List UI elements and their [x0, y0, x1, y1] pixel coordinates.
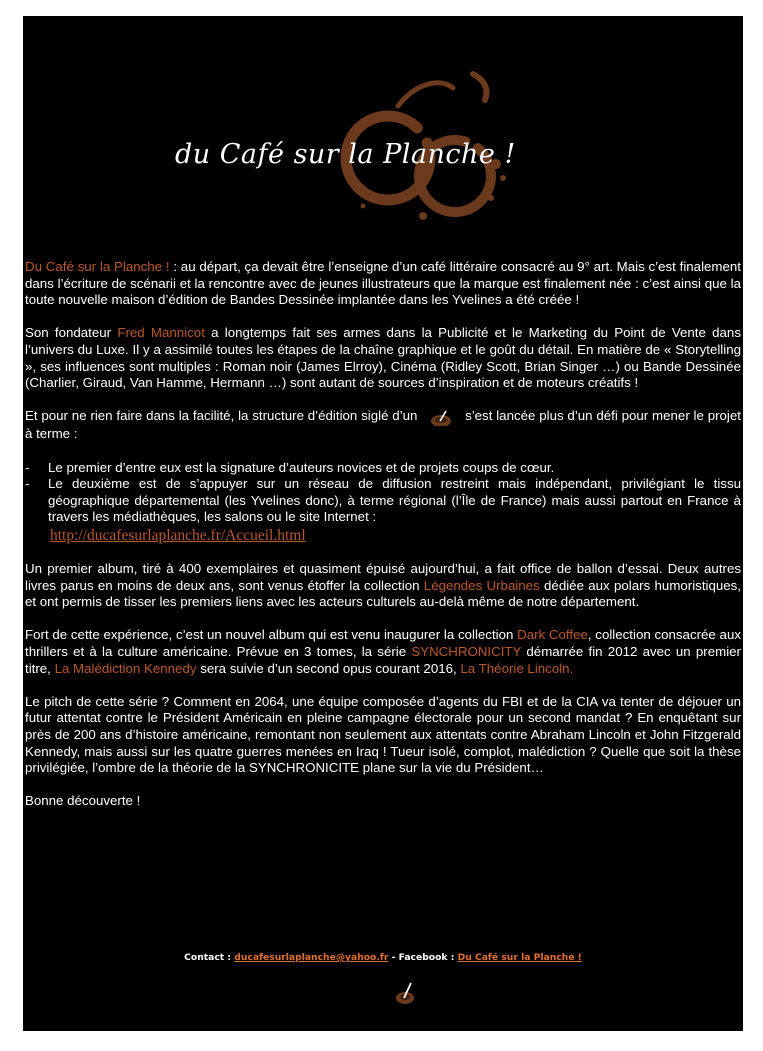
list-item: - Le premier d’entre eux est la signature d’auteurs novices et de projets coups de cœur.: [25, 459, 555, 475]
album-paragraph: Un premier album, tiré à 400 exemplaires et quasiment épuisé aujourd’hui, a fait office de ballon d’essai. Deux autres livres parus en moins de deux ans, sont venus étoffer la collection Légendes Urbaines dédiée aux polars humoristiques, et ont permis de tisser les premiers liens avec les acteurs culturels au-delà même de notre département.: [25, 561, 741, 610]
coffee-cup-icon: [394, 979, 418, 1005]
email-link[interactable]: ducafesurlaplanche@yahoo.fr: [234, 952, 389, 963]
article-body: [25, 259, 741, 827]
closing-line: Bonne découverte !: [25, 793, 141, 809]
title-theorie-lincoln: La Théorie Lincoln.: [460, 660, 574, 676]
founder-paragraph: Son fondateur Fred Mannicot a longtemps fait ses armes dans la Publicité et le Marketing du Point de Vente dans l’univers du Luxe. Il y a assimilé toutes les étapes de la chaîne graphique et le goût du détail. En matière de « Storytelling », ses influences sont multiples : Roman noir (James Elrroy), Cinéma (Ridley Scott, Brian Singer …) ou Bande Dessinée (Charlier, Giraud, Van Hamme, Hermann …) sont autant de sources d’inspiration et de moteurs créatifs !: [25, 325, 741, 391]
series-synchronicity: SYNCHRONICITY: [411, 644, 522, 660]
structure-paragraph: Et pour ne rien faire dans la facilité, la structure d’édition siglé d’un s’est lancée plus d’un défi pour mener le projet à terme :: [25, 408, 741, 442]
pitch-paragraph: Le pitch de cette série ? Comment en 2064, une équipe composée d’agents du FBI et de la CIA va tenter de déjouer un futur attentat contre le Président Américain en pleine campagne électorale pour un second mandat ? En enquêtant sur près de 200 ans d’histoire américaine, remontant non seulement aux attentats contre Abraham Lincoln et John Fitzgerald Kennedy, mais aussi sur les quatre guerres menées en Iraq ! Tueur isolé, complot, malédiction ? Quelle que soit la thèse privilégiée, l’ombre de la théorie de la SYNCHRONICITE plane sur la vie du Président…: [25, 693, 741, 776]
intro-paragraph: Du Café sur la Planche ! : au départ, ça devait être l’enseigne d’un café littéraire consacré au 9° art. Mais c’est finalement dans l’écriture de scénarii et la rencontre avec de jeunes illustrateurs que la marque est finalement née : c’est ainsi que la toute nouvelle maison d’édition de Bandes Dessinée implantée dans les Yvelines a été créée !: [25, 259, 741, 308]
founder-name: Fred Mannicot: [117, 325, 205, 341]
logo-text: du Café sur la Planche !: [175, 139, 516, 170]
title-malediction-kennedy: La Malédiction Kennedy: [54, 660, 197, 676]
brand-name: Du Café sur la Planche !: [25, 259, 170, 274]
list-item: - Le deuxième est de s’appuyer sur un réseau de diffusion restreint mais indépendant, privilégiant le tissu géographique départemental (les Yvelines donc), à terme régional (l’Île de France) mais aussi partout en France à travers les médiathèques, les salons ou le site Internet : http://ducafesurlaplanche.fr/Accueil.html: [25, 476, 741, 544]
experience-paragraph: Fort de cette expérience, c’est un nouvel album qui est venu inaugurer la collection Dark Coffee, collection consacrée aux thrillers et à la culture américaine. Prévue en 3 tomes, la série SYNCHRONICITY démarrée fin 2012 avec un premier titre, La Malédiction Kennedy sera suivie d’un second opus courant 2016, La Théorie Lincoln.: [25, 627, 741, 676]
collection-legendes-urbaines: Légendes Urbaines: [423, 577, 540, 593]
collection-dark-coffee: Dark Coffee: [517, 627, 588, 643]
challenge-list: [25, 460, 741, 545]
newsletter-page: [23, 16, 743, 1031]
website-link[interactable]: http://ducafesurlaplanche.fr/Accueil.html: [50, 526, 306, 544]
contact-line: Contact : ducafesurlaplanche@yahoo.fr - Facebook : Du Café sur la Planche !: [184, 952, 582, 963]
facebook-link[interactable]: Du Café sur la Planche !: [457, 952, 582, 963]
coffee-cup-icon: [421, 410, 461, 426]
